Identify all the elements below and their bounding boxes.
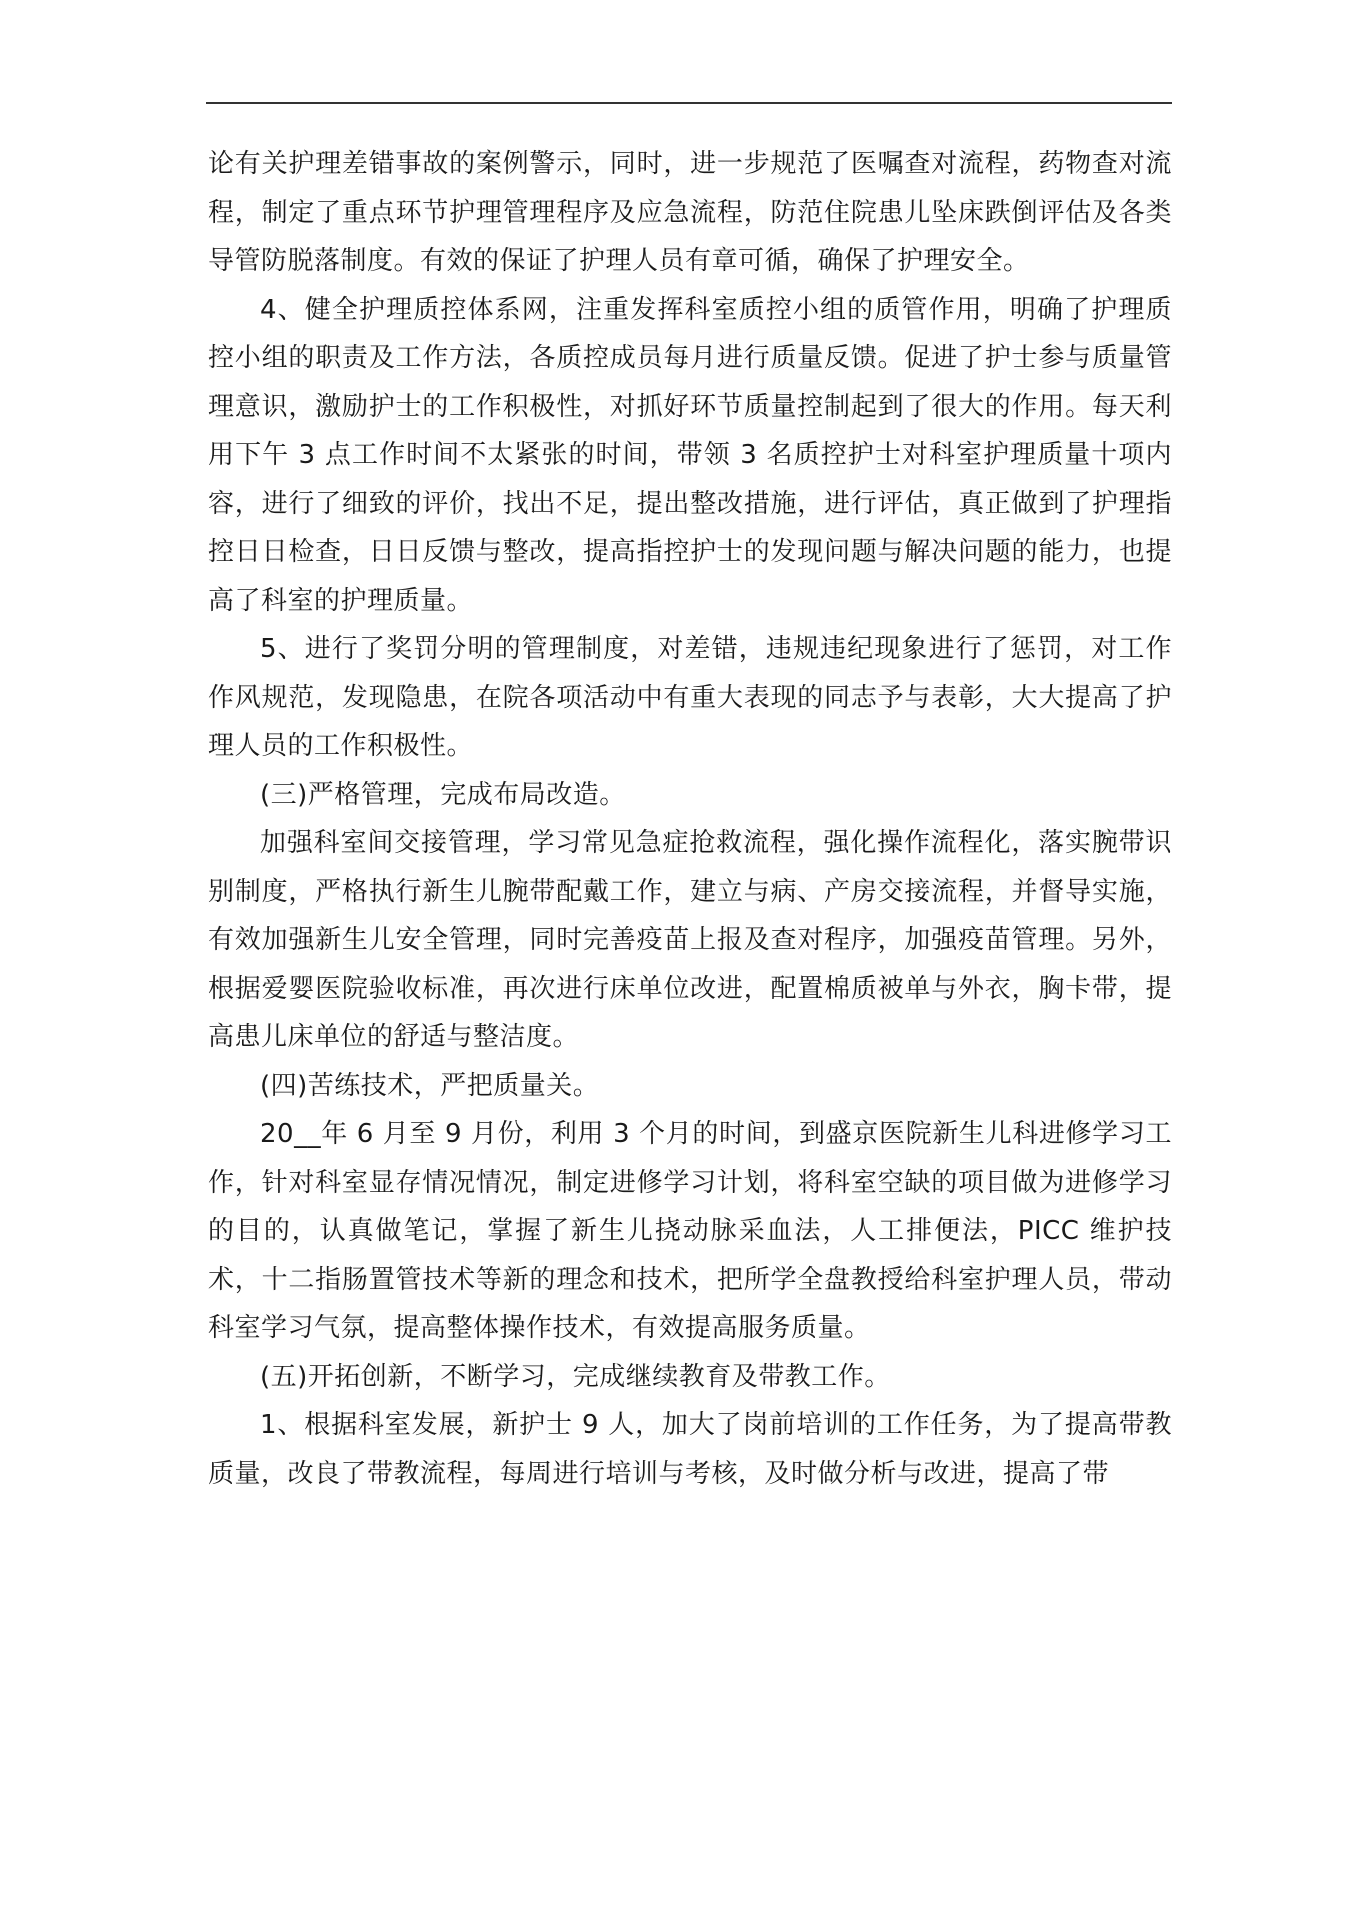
paragraph-2: 4、健全护理质控体系网，注重发挥科室质控小组的质管作用，明确了护理质控小组的职责及工作方法，各质控成员每月进行质量反馈。促进了护士参与质量管理意识，激励护士的工作积极性，对抓好环节质量控制起到了很大的作用。每天利用下午 3 点工作时间不太紧张的时间，带领 3 名质控护士对科室护理质量十项内容，进行了细致的评价，找出不足，提出整改措施，进行评估，真正做到了护理指控日日检查，日日反馈与整改，提高指控护士的发现问题与解决问题的能力，也提高了科室的护理质量。 xyxy=(208,294,1172,616)
paragraph-3: 5、进行了奖罚分明的管理制度，对差错，违规违纪现象进行了惩罚，对工作作风规范，发现隐患，在院各项活动中有重大表现的同志予与表彰，大大提高了护理人员的工作积极性。 xyxy=(208,634,1172,761)
paragraph-1: 论有关护理差错事故的案例警示，同时，进一步规范了医嘱查对流程，药物查对流程，制定了重点环节护理管理程序及应急流程，防范住院患儿坠床跌倒评估及各类导管防脱落制度。有效的保证了护理人员有章可循，确保了护理安全。 xyxy=(208,149,1172,276)
section-heading-5: (五)开拓创新，不断学习，完成继续教育及带教工作。 xyxy=(260,1361,891,1392)
section-heading-3: (三)严格管理，完成布局改造。 xyxy=(260,779,626,810)
section-heading-4: (四)苦练技术，严把质量关。 xyxy=(260,1070,600,1101)
paragraph-5: 加强科室间交接管理，学习常见急症抢救流程，强化操作流程化，落实腕带识别制度，严格执行新生儿腕带配戴工作，建立与病、产房交接流程，并督导实施，有效加强新生儿安全管理，同时完善疫苗上报及查对程序，加强疫苗管理。另外，根据爱婴医院验收标准，再次进行床单位改进，配置棉质被单与外衣，胸卡带，提高患儿床单位的舒适与整洁度。 xyxy=(208,828,1172,1052)
document-body xyxy=(208,140,1172,1498)
header-rule xyxy=(206,102,1172,104)
paragraph-9: 1、根据科室发展，新护士 9 人，加大了岗前培训的工作任务，为了提高带教质量，改良了带教流程，每周进行培训与考核，及时做分析与改进，提高了带 xyxy=(208,1410,1172,1489)
paragraph-7: 20__年 6 月至 9 月份，利用 3 个月的时间，到盛京医院新生儿科进修学习工作，针对科室显存情况情况，制定进修学习计划，将科室空缺的项目做为进修学习的目的，认真做笔记，掌握了新生儿挠动脉采血法，人工排便法，PICC 维护技术，十二指肠置管技术等新的理念和技术，把所学全盘教授给科室护理人员，带动科室学习气氛，提高整体操作技术，有效提高服务质量。 xyxy=(208,1119,1172,1343)
